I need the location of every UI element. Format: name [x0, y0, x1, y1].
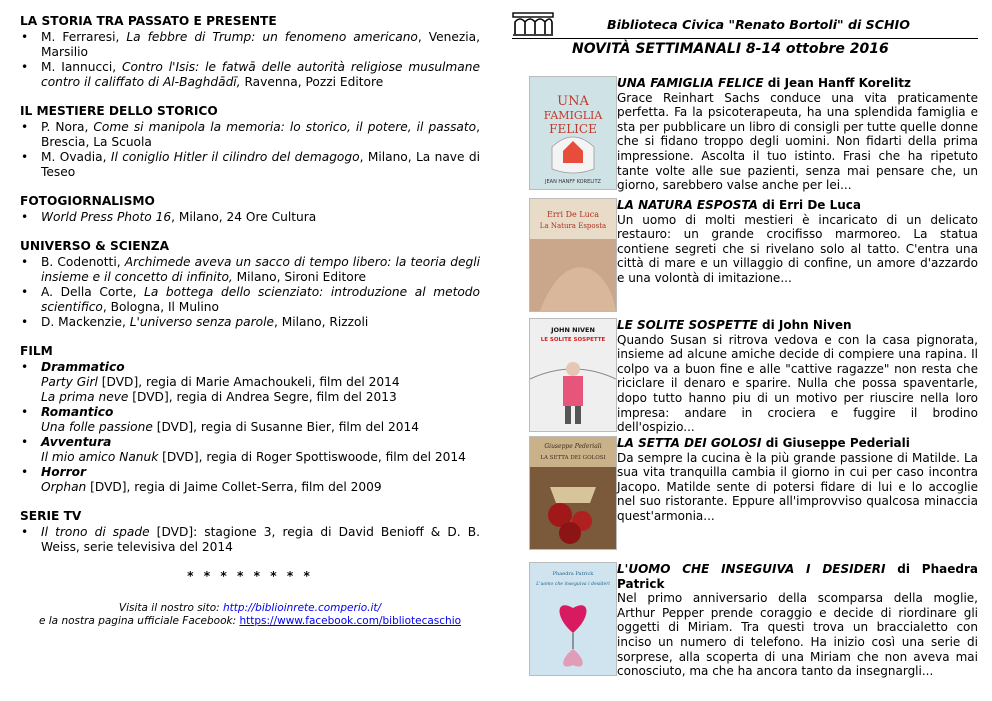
section-heading: SERIE TV — [20, 509, 82, 523]
genre-item — [20, 435, 480, 465]
section-heading: IL MESTIERE DELLO STORICO — [20, 104, 218, 118]
section-film — [20, 344, 480, 495]
cover-title-line: FAMIGLIA — [543, 109, 603, 122]
library-logo-icon — [512, 12, 554, 36]
cover-title: L'uomo che inseguiva i desideri — [536, 582, 610, 587]
cover-title-line: UNA — [557, 94, 589, 109]
section-serie-tv — [20, 509, 480, 555]
genre-label: Drammatico — [41, 360, 125, 374]
cover-title: LE SOLITE SOSPETTE — [540, 337, 606, 343]
film-entry: Orphan [DVD], regia di Jaime Collet-Serra, film del 2009 — [41, 480, 382, 494]
film-entry: Party Girl [DVD], regia di Marie Amachoukeli, film del 2014 — [41, 375, 400, 389]
book-title: LA SETTA DEI GOLOSI di Giuseppe Pederiali — [617, 436, 910, 450]
book-title: LA NATURA ESPOSTA di Erri De Luca — [617, 198, 862, 212]
genre-item — [20, 405, 480, 435]
book-cover — [529, 76, 617, 190]
book-description: L'UOMO CHE INSEGUIVA I DESIDERI di Phaedra Patrick Nel primo anniversario della scomparsa della moglie, Arthur Pepper prende coraggio e decide di riordinare gli oggetti di Miriam. Tra questi trova un braccialetto con inciso un numero di telefono. Ha inizio così una serie di sorprese, alla scoperta di una Miriam che non aveva mai conosciuto, ma che ha ancora tanto da insegnargli... — [617, 562, 978, 679]
cover-art — [530, 319, 616, 431]
list-item: • M. Ferraresi, La febbre di Trump: un fenomeno americano, Venezia, Marsilio — [20, 30, 480, 60]
stars-divider: * * * * * * * * — [187, 569, 313, 583]
genre-label: Horror — [41, 465, 86, 479]
cover-art — [530, 437, 616, 549]
book-description: LA NATURA ESPOSTA di Erri De Luca Un uomo di molti mestieri è incaricato di un delicato restauro: un grande crocifisso marmoreo. La statua contiene segreti che si rivelano solo al tatto. C'entra una città di mare e un villaggio di confine, un amore d'azzardo e una volontà di imitazione... — [617, 198, 978, 285]
cover-author: JEAN HANFF KORELITZ — [545, 179, 601, 185]
section-mestiere — [20, 104, 480, 180]
section-fotogiornalismo — [20, 194, 480, 225]
cover-author: Erri De Luca — [547, 210, 599, 219]
library-name: Biblioteca Civica "Renato Bortoli" di SCHIO — [607, 17, 910, 32]
cover-title-line: FELICE — [549, 122, 597, 136]
facebook-link[interactable]: https://www.facebook.com/bibliotecaschio — [239, 615, 462, 627]
book-description: LA SETTA DEI GOLOSI di Giuseppe Pederiali Da sempre la cucina è la più grande passione di Matilde. La sua vita tranquilla cambia il giorno in cui per caso incontra Jacopo. Matilde sente di potersi fidare di lui e lo accoglie nel suo ristorante. Eppure all'improvviso qualcosa minaccia quest'armonia... — [617, 436, 978, 523]
book-cover — [529, 436, 617, 550]
genre-item — [20, 465, 480, 495]
list-item: • M. Iannucci, Contro l'Isis: le fatwā delle autorità religiose musulmane contro il califfato di Al-Baghdādī, Ravenna, Pozzi Editore — [20, 60, 480, 90]
book-title: UNA FAMIGLIA FELICE di Jean Hanff Korelitz — [617, 76, 911, 90]
cover-title: La Natura Esposta — [539, 222, 607, 230]
book-title: L'UOMO CHE INSEGUIVA I DESIDERI di Phaedra Patrick — [617, 562, 978, 591]
list-item: • B. Codenotti, Archimede aveva un sacco di tempo libero: la teoria degli insieme e il concetto di infinito, Milano, Sironi Editore — [20, 255, 480, 285]
list-item: • P. Nora, Come si manipola la memoria: lo storico, il potere, il passato, Brescia, La Scuola — [20, 120, 480, 150]
cover-author: Giuseppe Pederiali — [544, 443, 602, 450]
book-cover — [529, 198, 617, 312]
film-entry: La prima neve [DVD], regia di Andrea Segre, film del 2013 — [41, 390, 397, 404]
cover-author: Phaedra Patrick — [552, 571, 594, 577]
list-item: • A. Della Corte, La bottega dello scienziato: introduzione al metodo scientifico, Bologna, Il Mulino — [20, 285, 480, 315]
section-storia — [20, 14, 480, 90]
genre-item — [20, 360, 480, 405]
left-column — [20, 14, 480, 628]
film-entry: Il mio amico Nanuk [DVD], regia di Roger Spottiswoode, film del 2014 — [41, 450, 466, 464]
cover-art — [530, 77, 616, 189]
site-link[interactable]: http://biblioinrete.comperio.it/ — [223, 602, 382, 614]
cover-author: JOHN NIVEN — [551, 326, 595, 334]
book-description: UNA FAMIGLIA FELICE di Jean Hanff Korelitz Grace Reinhart Sachs conduce una vita praticamente perfetta. Fa la psicoterapeuta, ha una splendida famiglia e sta per pubblicare un libro di consigli per tutte quelle donne che si fidano troppo degli uomini. Non fidarti della prima impressione. Ascolta il tuo istinto. Frasi che ha ripetuto tante volte alle sue pazienti, senza mai pensare che, un giorno, sarebbero valse anche per lei... — [617, 76, 978, 193]
library-header — [512, 12, 978, 39]
week-title: NOVITÀ SETTIMANALI 8-14 ottobre 2016 — [572, 41, 889, 57]
visit-footer: Visita il nostro sito: http://biblioinrete.comperio.it/ e la nostra pagina ufficiale Facebook: https://www.facebook.com/bibliotecaschio — [38, 602, 462, 627]
genre-label: Avventura — [41, 435, 112, 449]
list-item: • M. Ovadia, Il coniglio Hitler il cilindro del demagogo, Milano, La nave di Teseo — [20, 150, 480, 180]
cover-art — [530, 563, 616, 675]
section-heading: FILM — [20, 344, 53, 358]
list-item: • World Press Photo 16, Milano, 24 Ore Cultura — [20, 210, 480, 225]
list-item: • Il trono di spade [DVD]: stagione 3, regia di David Benioff & D. B. Weiss, serie televisiva del 2014 — [20, 525, 480, 555]
cover-title: LA SETTA DEI GOLOSI — [540, 455, 606, 461]
section-heading: LA STORIA TRA PASSATO E PRESENTE — [20, 14, 277, 28]
section-universo — [20, 239, 480, 330]
cover-art — [530, 199, 616, 311]
list-item: • D. Mackenzie, L'universo senza parole, Milano, Rizzoli — [20, 315, 480, 330]
genre-label: Romantico — [41, 405, 114, 419]
book-cover — [529, 318, 617, 432]
right-column — [512, 12, 978, 679]
book-description: LE SOLITE SOSPETTE di John Niven Quando Susan si ritrova vedova e con la casa pignorata, insieme ad alcune amiche decide di compiere una rapina. Il colpo va a buon fine e alle "cattive ragazze" non resta che riciclare il denaro e sparire. Nulla che possa spaventarle, dopo tutto hanno piu di un motivo per riuscire nella loro impresa: andare in crociera e fuggire il brodino dell'ospizio... — [617, 318, 978, 435]
section-heading: FOTOGIORNALISMO — [20, 194, 155, 208]
book-cover — [529, 562, 617, 676]
book-title: LE SOLITE SOSPETTE di John Niven — [617, 318, 852, 332]
film-entry: Una folle passione [DVD], regia di Susanne Bier, film del 2014 — [41, 420, 420, 434]
section-heading: UNIVERSO & SCIENZA — [20, 239, 170, 253]
